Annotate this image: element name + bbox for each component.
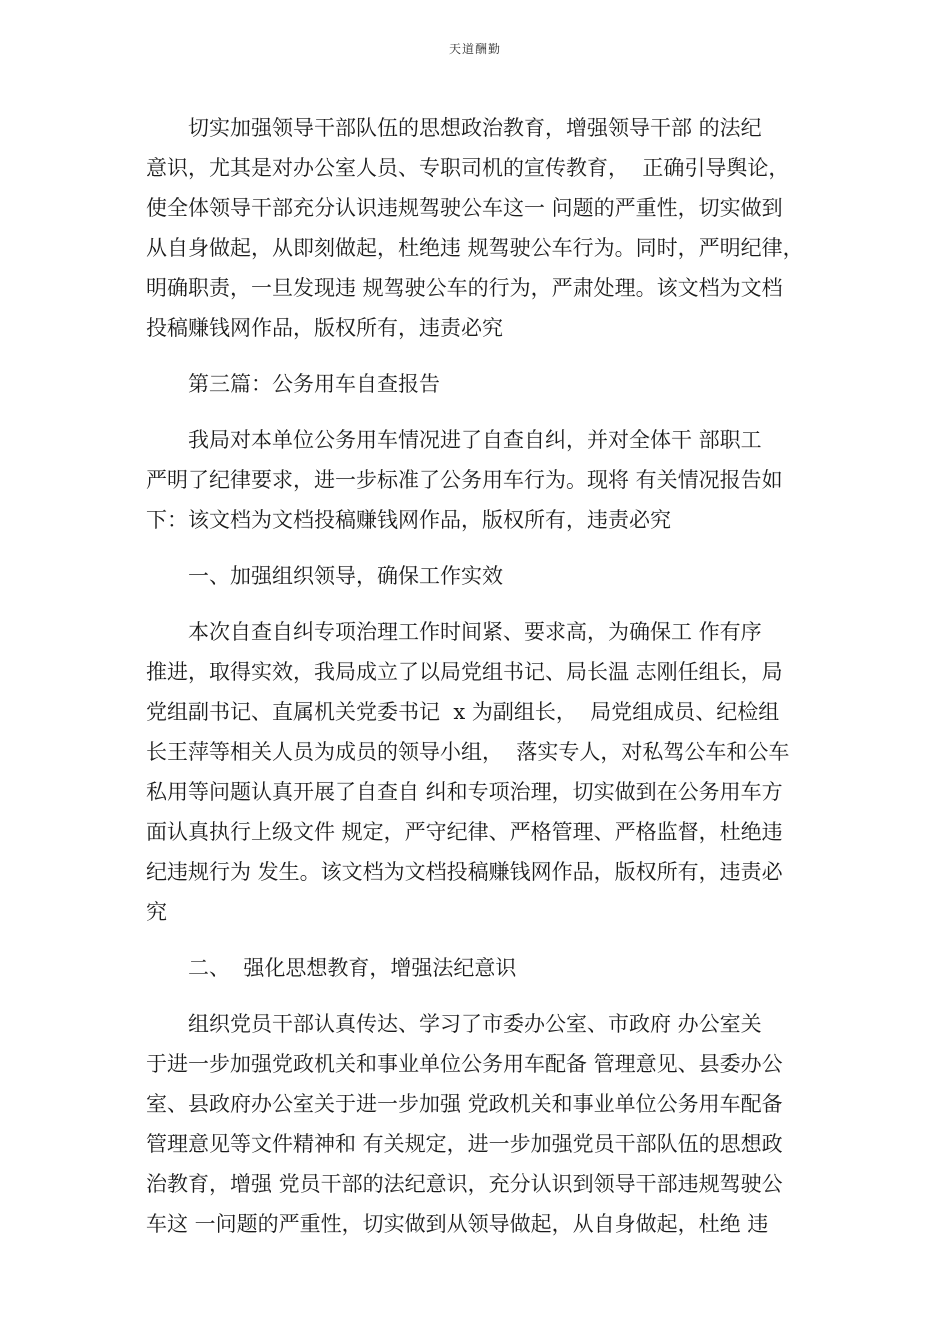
paragraph-gap bbox=[146, 988, 816, 1004]
text-line: 下：该文档为文档投稿赚钱网作品，版权所有，违责必究 bbox=[146, 508, 671, 532]
text-line: 管理意见等文件精神和 有关规定，进一步加强党员干部队伍的思想政 bbox=[146, 1132, 783, 1156]
paragraph-report-intro bbox=[146, 420, 816, 540]
text-line: 严明了纪律要求，进一步标准了公务用车行为。现将 有关情况报告如 bbox=[146, 468, 783, 492]
paragraph-education bbox=[146, 1004, 816, 1244]
document-body bbox=[146, 108, 816, 1244]
text-line: 推进，取得实效，我局成立了以局党组书记、局长温 志刚任组长，局 bbox=[146, 660, 783, 684]
text-line: 投稿赚钱网作品，版权所有，违责必究 bbox=[146, 316, 503, 340]
text-line: 于进一步加强党政机关和事业单位公务用车配备 管理意见、县委办公 bbox=[146, 1052, 783, 1076]
text-line: 使全体领导干部充分认识违规驾驶公车这一 问题的严重性，切实做到 bbox=[146, 196, 783, 220]
text-line: 切实加强领导干部队伍的思想政治教育，增强领导干部 的法纪 bbox=[146, 116, 762, 140]
page-header: 天道酬勤 bbox=[448, 42, 501, 56]
text-line: 本次自查自纠专项治理工作时间紧、要求高，为确保工 作有序 bbox=[146, 620, 762, 644]
paragraph-organization bbox=[146, 612, 816, 932]
text-line: 长王萍等相关人员为成员的领导小组， 落实专人，对私驾公车和公车 bbox=[146, 740, 790, 764]
section-title bbox=[146, 364, 816, 404]
heading-line: 二、 强化思想教育，增强法纪意识 bbox=[146, 956, 517, 980]
paragraph-gap bbox=[146, 540, 816, 556]
paragraph-gap bbox=[146, 404, 816, 420]
text-line: 从自身做起，从即刻做起，杜绝违 规驾驶公车行为。同时，严明纪律， bbox=[146, 236, 804, 260]
subsection-heading-one bbox=[146, 556, 816, 596]
paragraph-gap bbox=[146, 932, 816, 948]
paragraph-intro-continued bbox=[146, 108, 816, 348]
text-line: 室、县政府办公室关于进一步加强 党政机关和事业单位公务用车配备 bbox=[146, 1092, 783, 1116]
text-line: 治教育，增强 党员干部的法纪意识，充分认识到领导干部违规驾驶公 bbox=[146, 1172, 783, 1196]
subsection-heading-two bbox=[146, 948, 816, 988]
text-line: 党组副书记、直属机关党委书记 x 为副组长， 局党组成员、纪检组 bbox=[146, 700, 780, 724]
text-line: 我局对本单位公务用车情况进了自查自纠，并对全体干 部职工 bbox=[146, 428, 762, 452]
text-line: 面认真执行上级文件 规定，严守纪律、严格管理、严格监督，杜绝违 bbox=[146, 820, 783, 844]
text-line: 车这 一问题的严重性，切实做到从领导做起，从自身做起，杜绝 违 bbox=[146, 1212, 769, 1236]
text-line: 组织党员干部认真传达、学习了市委办公室、市政府 办公室关 bbox=[146, 1012, 762, 1036]
heading-line: 第三篇：公务用车自查报告 bbox=[146, 372, 440, 396]
text-line: 明确职责，一旦发现违 规驾驶公车的行为，严肃处理。该文档为文档 bbox=[146, 276, 783, 300]
text-line: 究 bbox=[146, 900, 167, 924]
paragraph-gap bbox=[146, 348, 816, 364]
text-line: 私用等问题认真开展了自查自 纠和专项治理，切实做到在公务用车方 bbox=[146, 780, 783, 804]
text-line: 意识，尤其是对办公室人员、专职司机的宣传教育， 正确引导舆论， bbox=[146, 156, 790, 180]
heading-line: 一、加强组织领导，确保工作实效 bbox=[146, 564, 503, 588]
text-line: 纪违规行为 发生。该文档为文档投稿赚钱网作品，版权所有，违责必 bbox=[146, 860, 783, 884]
paragraph-gap bbox=[146, 596, 816, 612]
